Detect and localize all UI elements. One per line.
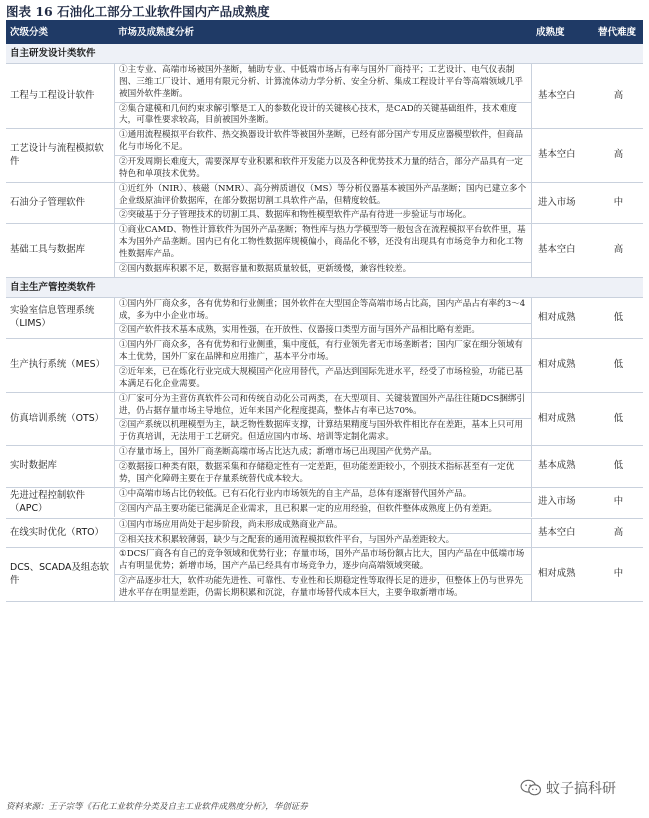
software-name: 工程与工程设计软件 bbox=[6, 64, 114, 129]
table-row bbox=[6, 129, 643, 182]
table-body bbox=[6, 44, 643, 601]
category-row bbox=[6, 277, 643, 297]
maturity-value: 进入市场 bbox=[532, 487, 594, 518]
analysis-point: ②国内产品主要功能已能满足企业需求，且已积累一定的应用经验，但软件整体成熟度上仍有差距。 bbox=[114, 502, 532, 517]
difficulty-value: 高 bbox=[594, 224, 643, 277]
difficulty-value: 中 bbox=[594, 182, 643, 224]
watermark bbox=[520, 778, 616, 798]
table-row bbox=[6, 518, 643, 548]
difficulty-value: 中 bbox=[594, 487, 643, 518]
maturity-value: 相对成熟 bbox=[532, 392, 594, 445]
maturity-value: 基本成熟 bbox=[532, 446, 594, 488]
analysis-cell bbox=[114, 518, 532, 548]
maturity-value: 相对成熟 bbox=[532, 548, 594, 601]
analysis-cell bbox=[114, 548, 532, 601]
maturity-value: 相对成熟 bbox=[532, 297, 594, 339]
analysis-point: ②数据接口种类有限，数据采集和存储稳定性有一定差距，但功能差距较小，个别技术指标甚至有一定优势，国产化障碍主要在于存量系统替代成本较大。 bbox=[114, 460, 532, 487]
category-label: 自主生产管控类软件 bbox=[6, 277, 643, 297]
difficulty-value: 低 bbox=[594, 297, 643, 339]
table-row bbox=[6, 487, 643, 518]
analysis-point: ②产品逐步壮大，软件功能先进性、可靠性、专业性和长期稳定性等取得长足的进步，但整体上仍与世界先进水平存在明显差距，仍需长期积累和沉淀，存量市场替代成本巨大，主要争取新增市场。 bbox=[114, 574, 532, 601]
difficulty-value: 低 bbox=[594, 392, 643, 445]
difficulty-value: 高 bbox=[594, 129, 643, 182]
analysis-cell bbox=[114, 182, 532, 224]
difficulty-value: 中 bbox=[594, 548, 643, 601]
analysis-point: ①国内外厂商众多，各有优势和行业侧重，集中度低，有行业领先者无市场垄断者；国内厂家在细分领域有本土优势，国外厂家在品牌和应用推广，基本平分市场。 bbox=[114, 339, 532, 365]
figure-title: 图表 16 石油化工部分工业软件国内产品成熟度 bbox=[6, 3, 643, 21]
table-row bbox=[6, 548, 643, 601]
difficulty-value: 低 bbox=[594, 446, 643, 488]
source-note: 资料来源：王子宗等《石化工业软件分类及自主工业软件成熟度分析》，华创证券 bbox=[6, 802, 308, 812]
analysis-point: ②突破基于分子管理技术的切割工具、数据库和物性模型软件产品有待进一步验证与市场化。 bbox=[114, 208, 532, 223]
category-label: 自主研发设计类软件 bbox=[6, 44, 643, 64]
software-name: 石油分子管理软件 bbox=[6, 182, 114, 224]
analysis-point: ①DCS厂商各有自己的竞争领域和优势行业；存量市场，国外产品市场份额占比大，国内产品在中低端市场占有明显优势；新增市场，国产产品已经具有市场竞争力，逐步向高端领域突破。 bbox=[114, 548, 532, 574]
difficulty-value: 高 bbox=[594, 64, 643, 129]
maturity-table bbox=[6, 21, 643, 602]
analysis-point: ②国产软件技术基本成熟，实用性强，在开放性、仪器接口类型方面与国外产品相比略有差距。 bbox=[114, 323, 532, 338]
table-header-row bbox=[6, 21, 643, 44]
difficulty-value: 低 bbox=[594, 339, 643, 392]
software-name: 基础工具与数据库 bbox=[6, 224, 114, 277]
software-name: 实验室信息管理系统（LIMS） bbox=[6, 297, 114, 339]
analysis-point: ②集合建模和几何约束求解引擎是工人的参数化设计的关键核心技术，是CAD的关键基础组件，技术难度大，可靠性要求较高，目前被国外垄断。 bbox=[114, 102, 532, 129]
analysis-cell bbox=[114, 129, 532, 182]
watermark-text: 蚊子搞科研 bbox=[546, 781, 616, 797]
software-name: 工艺设计与流程模拟软件 bbox=[6, 129, 114, 182]
table-row bbox=[6, 446, 643, 488]
analysis-point: ②开发周期长难度大，需要深厚专业积累和软件开发能力以及各种优势技术力量的结合，部分产品具有一定特色和单项技术优势。 bbox=[114, 155, 532, 182]
table-row bbox=[6, 182, 643, 224]
header-analysis: 市场及成熟度分析 bbox=[114, 21, 532, 44]
analysis-point: ①近红外（NIR）、核磁（NMR）、高分辨质谱仪（MS）等分析仪器基本被国外产品垄断；国内已建立多个企业级原油评价数据库，在部分数据切割工具软件产品，但精度较低。 bbox=[114, 183, 532, 209]
table-row bbox=[6, 297, 643, 339]
category-row bbox=[6, 44, 643, 64]
analysis-cell bbox=[114, 224, 532, 277]
software-name: DCS、SCADA及组态软件 bbox=[6, 548, 114, 601]
analysis-point: ①通用流程模拟平台软件、热交换器设计软件等被国外垄断，已经有部分国产专用反应器模型软件，但商品化与市场化不足。 bbox=[114, 129, 532, 155]
analysis-point: ②近年来，已在炼化行业完成大规模国产化应用替代，产品达到国际先进水平，经受了市场检验，功能已基本满足石化企业需要。 bbox=[114, 365, 532, 392]
maturity-value: 进入市场 bbox=[532, 182, 594, 224]
analysis-point: ①中高端市场占比仍较低。已有石化行业内市场领先的自主产品，总体有逐渐替代国外产品。 bbox=[114, 488, 532, 502]
analysis-point: ①厂家可分为主营仿真软件公司和传统自动化公司两类，在大型项目、关键装置国外产品往往随DCS捆绑引进，仍占据存量市场主导地位，近年来国产化程度提高，整体占有率已达70%。 bbox=[114, 393, 532, 419]
analysis-cell bbox=[114, 392, 532, 445]
analysis-point: ②国内数据库积累不足，数据容量和数据质量较低，更新缓慢，兼容性较差。 bbox=[114, 262, 532, 277]
analysis-point: ①主专业、高端市场被国外垄断，辅助专业、中低端市场占有率与国外厂商持平；工艺设计、电气仪表制图、三维工厂设计、通用有限元分析、计算流体动力学分析、安全分析、集成工程设计平台等高端领域几乎被国外软件垄断。 bbox=[114, 64, 532, 102]
maturity-value: 基本空白 bbox=[532, 518, 594, 548]
table-row bbox=[6, 339, 643, 392]
software-name: 在线实时优化（RTO） bbox=[6, 518, 114, 548]
header-difficulty: 替代难度 bbox=[594, 21, 643, 44]
header-subcategory: 次级分类 bbox=[6, 21, 114, 44]
analysis-point: ②相关技术积累较薄弱，缺少与之配套的通用流程模拟软件平台，与国外产品差距较大。 bbox=[114, 533, 532, 548]
software-name: 实时数据库 bbox=[6, 446, 114, 488]
analysis-cell bbox=[114, 297, 532, 339]
maturity-value: 相对成熟 bbox=[532, 339, 594, 392]
difficulty-value: 高 bbox=[594, 518, 643, 548]
software-name: 仿真培训系统（OTS） bbox=[6, 392, 114, 445]
software-name: 生产执行系统（MES） bbox=[6, 339, 114, 392]
maturity-value: 基本空白 bbox=[532, 64, 594, 129]
table-row bbox=[6, 224, 643, 277]
software-name: 先进过程控制软件（APC） bbox=[6, 487, 114, 518]
analysis-point: ①存量市场上，国外厂商垄断高端市场占比达九成；新增市场已出现国产优势产品。 bbox=[114, 446, 532, 460]
analysis-point: ①国内外厂商众多，各有优势和行业侧重；国外软件在大型国企等高端市场占比高，国内产品占有率约3～4成，多为中小企业市场。 bbox=[114, 298, 532, 324]
table-row bbox=[6, 392, 643, 445]
analysis-point: ②国产系统以机理模型为主，缺乏物性数据库支撑，计算结果精度与国外软件相比存在差距，基本上只可用于仿真培训，无法用于工艺研究。但适应国内市场、培训等定制化需求。 bbox=[114, 418, 532, 445]
analysis-cell bbox=[114, 64, 532, 129]
analysis-cell bbox=[114, 339, 532, 392]
maturity-value: 基本空白 bbox=[532, 224, 594, 277]
maturity-value: 基本空白 bbox=[532, 129, 594, 182]
analysis-cell bbox=[114, 487, 532, 518]
header-maturity: 成熟度 bbox=[532, 21, 594, 44]
analysis-point: ①商业CAMD、物性计算软件为国外产品垄断；物性库与热力学模型等一般包含在流程模拟平台软件里，基本为国外产品垄断。国内已有化工物性数据库规模偏小，商品化不够，还没有出现具有市场竞争力和化工物性数据库产品。 bbox=[114, 224, 532, 262]
analysis-cell bbox=[114, 446, 532, 488]
table-row bbox=[6, 64, 643, 129]
wechat-logo-icon bbox=[520, 779, 542, 797]
analysis-point: ①国内市场应用尚处于起步阶段，尚未形成成熟商业产品。 bbox=[114, 519, 532, 533]
